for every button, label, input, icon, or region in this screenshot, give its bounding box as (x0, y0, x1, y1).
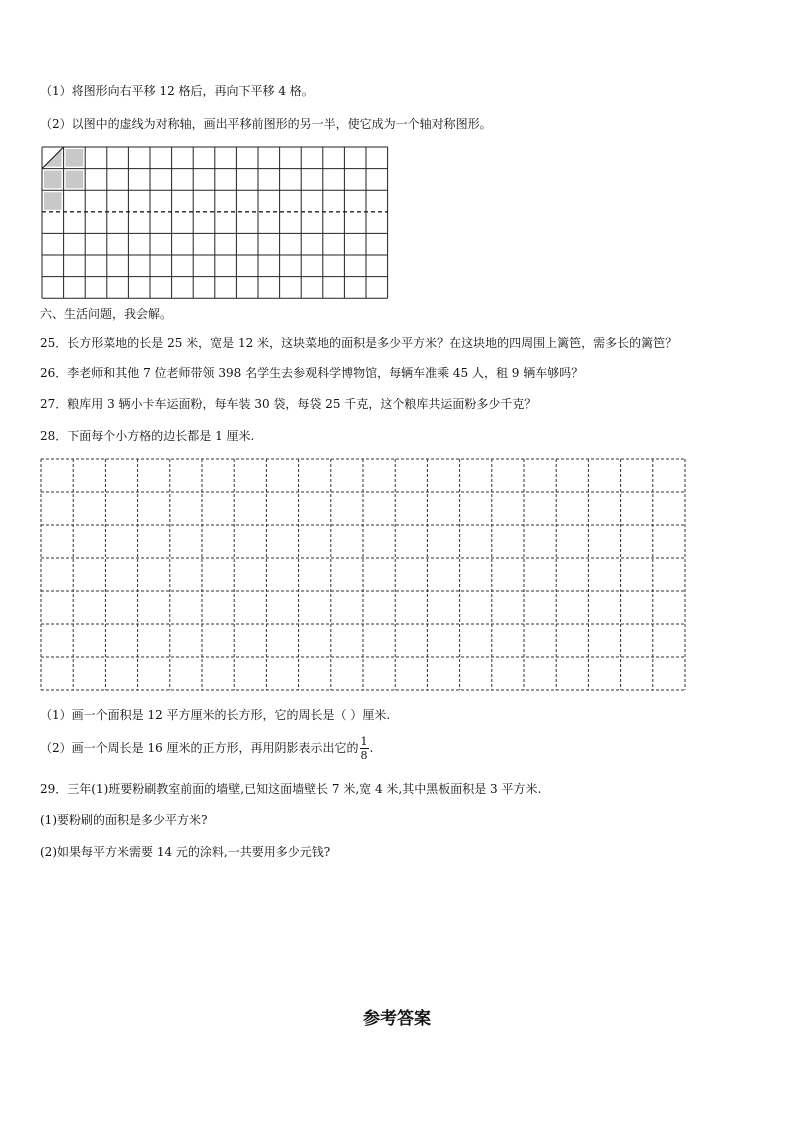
section-6-title: 六、生活问题，我会解。 (40, 307, 173, 321)
q28-part2 (40, 734, 373, 762)
question-28: 28．下面每个小方格的边长都是 1 厘米. (40, 429, 255, 443)
square-cm-grid (40, 458, 686, 692)
shaded-cell (44, 171, 62, 189)
q28-part2-text: （2）画一个周长是 16 厘米的正方形，再用阴影表示出它的 (40, 741, 359, 755)
q24-part1: （1）将图形向右平移 12 格后，再向下平移 4 格。 (40, 84, 314, 98)
q29-part2: (2)如果每平方米需要 14 元的涂料,一共要用多少元钱? (40, 845, 331, 859)
question-27: 27．粮库用 3 辆小卡车运面粉，每车装 30 袋，每袋 25 千克，这个粮库共运面粉多少千克？ (40, 397, 537, 411)
fraction-one-eighth (360, 736, 369, 761)
fraction-numerator: 1 (360, 735, 368, 748)
question-25: 25．长方形菜地的长是 25 米，宽是 12 米，这块菜地的面积是多少平方米？在这块地的四周围上篱笆，需多长的篱笆？ (40, 336, 678, 350)
question-29: 29．三年(1)班要粉刷教室前面的墙壁,已知这面墙壁长 7 米,宽 4 米,其中黑板面积是 3 平方米. (40, 782, 542, 796)
question-26: 26．李老师和其他 7 位老师带领 398 名学生去参观科学博物馆，每辆车准乘 45 人，租 9 辆车够吗？ (40, 366, 584, 380)
translation-grid (41, 146, 389, 300)
fraction-denominator: 8 (360, 749, 368, 762)
q24-part2: （2）以图中的虚线为对称轴，画出平移前图形的另一半，使它成为一个轴对称图形。 (40, 117, 492, 131)
answer-key-heading: 参考答案 (363, 1009, 431, 1029)
q28-part1: （1）画一个面积是 12 平方厘米的长方形，它的周长是（ ）厘米. (40, 708, 391, 722)
q28-part2-end: . (369, 741, 374, 755)
shaded-cell (66, 171, 84, 189)
shaded-cell (66, 149, 84, 167)
q29-part1: (1)要粉刷的面积是多少平方米? (40, 813, 208, 827)
shaded-cell (44, 192, 62, 210)
